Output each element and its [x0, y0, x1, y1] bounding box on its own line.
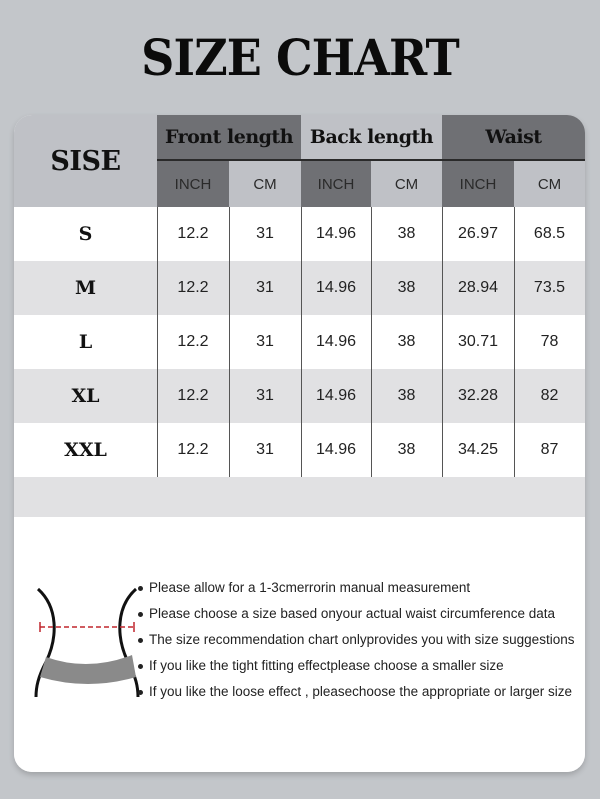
note-item: If you like the loose effect , pleasechoose the appropriate or larger size	[138, 679, 585, 705]
front-inch: 12.2	[177, 279, 209, 296]
column-divider	[514, 207, 515, 477]
waist-cm: 68.5	[533, 225, 566, 242]
waist-inch: 28.94	[457, 279, 499, 296]
size-label: XL	[71, 385, 100, 407]
header-front-length: Front length	[157, 115, 301, 161]
back-inch: 14.96	[315, 333, 357, 350]
size-label: XXL	[64, 439, 107, 461]
column-divider	[371, 207, 372, 477]
front-cm: 31	[256, 225, 274, 242]
waist-inch: 26.97	[457, 225, 499, 242]
header-back-inch: INCH	[301, 161, 371, 207]
page-title: SIZE CHART	[141, 28, 459, 87]
bullet-icon	[138, 690, 143, 695]
front-inch: 12.2	[177, 441, 209, 458]
header-back-length: Back length	[301, 115, 442, 161]
column-divider	[301, 207, 302, 477]
waist-inch: 32.28	[457, 387, 499, 404]
front-cm: 31	[256, 333, 274, 350]
waist-measurement-icon	[28, 577, 148, 697]
note-item: Please allow for a 1-3cmerrorin manual measurement	[138, 575, 585, 601]
waist-inch: 30.71	[457, 333, 499, 350]
note-item: The size recommendation chart onlyprovides you with size suggestions	[138, 627, 585, 653]
bullet-icon	[138, 612, 143, 617]
back-cm: 38	[397, 333, 416, 350]
front-inch: 12.2	[177, 225, 209, 242]
header-waist-cm: CM	[514, 161, 585, 207]
waist-cm: 78	[540, 333, 559, 350]
back-cm: 38	[397, 441, 416, 458]
waist-cm: 87	[540, 441, 559, 458]
size-label: S	[78, 223, 93, 245]
back-inch: 14.96	[315, 441, 357, 458]
notes-section	[14, 517, 585, 772]
bullet-icon	[138, 638, 143, 643]
front-inch: 12.2	[177, 333, 209, 350]
header-front-cm: CM	[229, 161, 301, 207]
size-label: M	[74, 277, 97, 299]
column-divider	[157, 207, 158, 477]
header-back-cm: CM	[371, 161, 442, 207]
bullet-icon	[138, 586, 143, 591]
table-header	[14, 115, 585, 207]
header-waist-inch: INCH	[442, 161, 514, 207]
size-column-header: SISE	[50, 145, 121, 177]
column-divider	[442, 207, 443, 477]
back-inch: 14.96	[315, 279, 357, 296]
front-cm: 31	[256, 387, 274, 404]
header-front-inch: INCH	[157, 161, 229, 207]
table-footer-band	[14, 477, 585, 517]
back-cm: 38	[397, 279, 416, 296]
notes-list	[138, 575, 585, 705]
table-row	[14, 315, 585, 369]
back-inch: 14.96	[315, 387, 357, 404]
waist-inch: 34.25	[457, 441, 499, 458]
column-divider	[229, 207, 230, 477]
bullet-icon	[138, 664, 143, 669]
size-chart-card	[14, 115, 585, 772]
note-item: Please choose a size based onyour actual waist circumference data	[138, 601, 585, 627]
note-item: If you like the tight fitting effectplease choose a smaller size	[138, 653, 585, 679]
front-cm: 31	[256, 441, 274, 458]
back-inch: 14.96	[315, 225, 357, 242]
table-row	[14, 207, 585, 261]
size-label: L	[78, 331, 93, 353]
front-cm: 31	[256, 279, 274, 296]
front-inch: 12.2	[177, 387, 209, 404]
table-row	[14, 369, 585, 423]
header-waist: Waist	[442, 115, 585, 161]
back-cm: 38	[397, 387, 416, 404]
waist-cm: 73.5	[533, 279, 566, 296]
waist-cm: 82	[540, 387, 559, 404]
table-row	[14, 423, 585, 477]
table-row	[14, 261, 585, 315]
back-cm: 38	[397, 225, 416, 242]
